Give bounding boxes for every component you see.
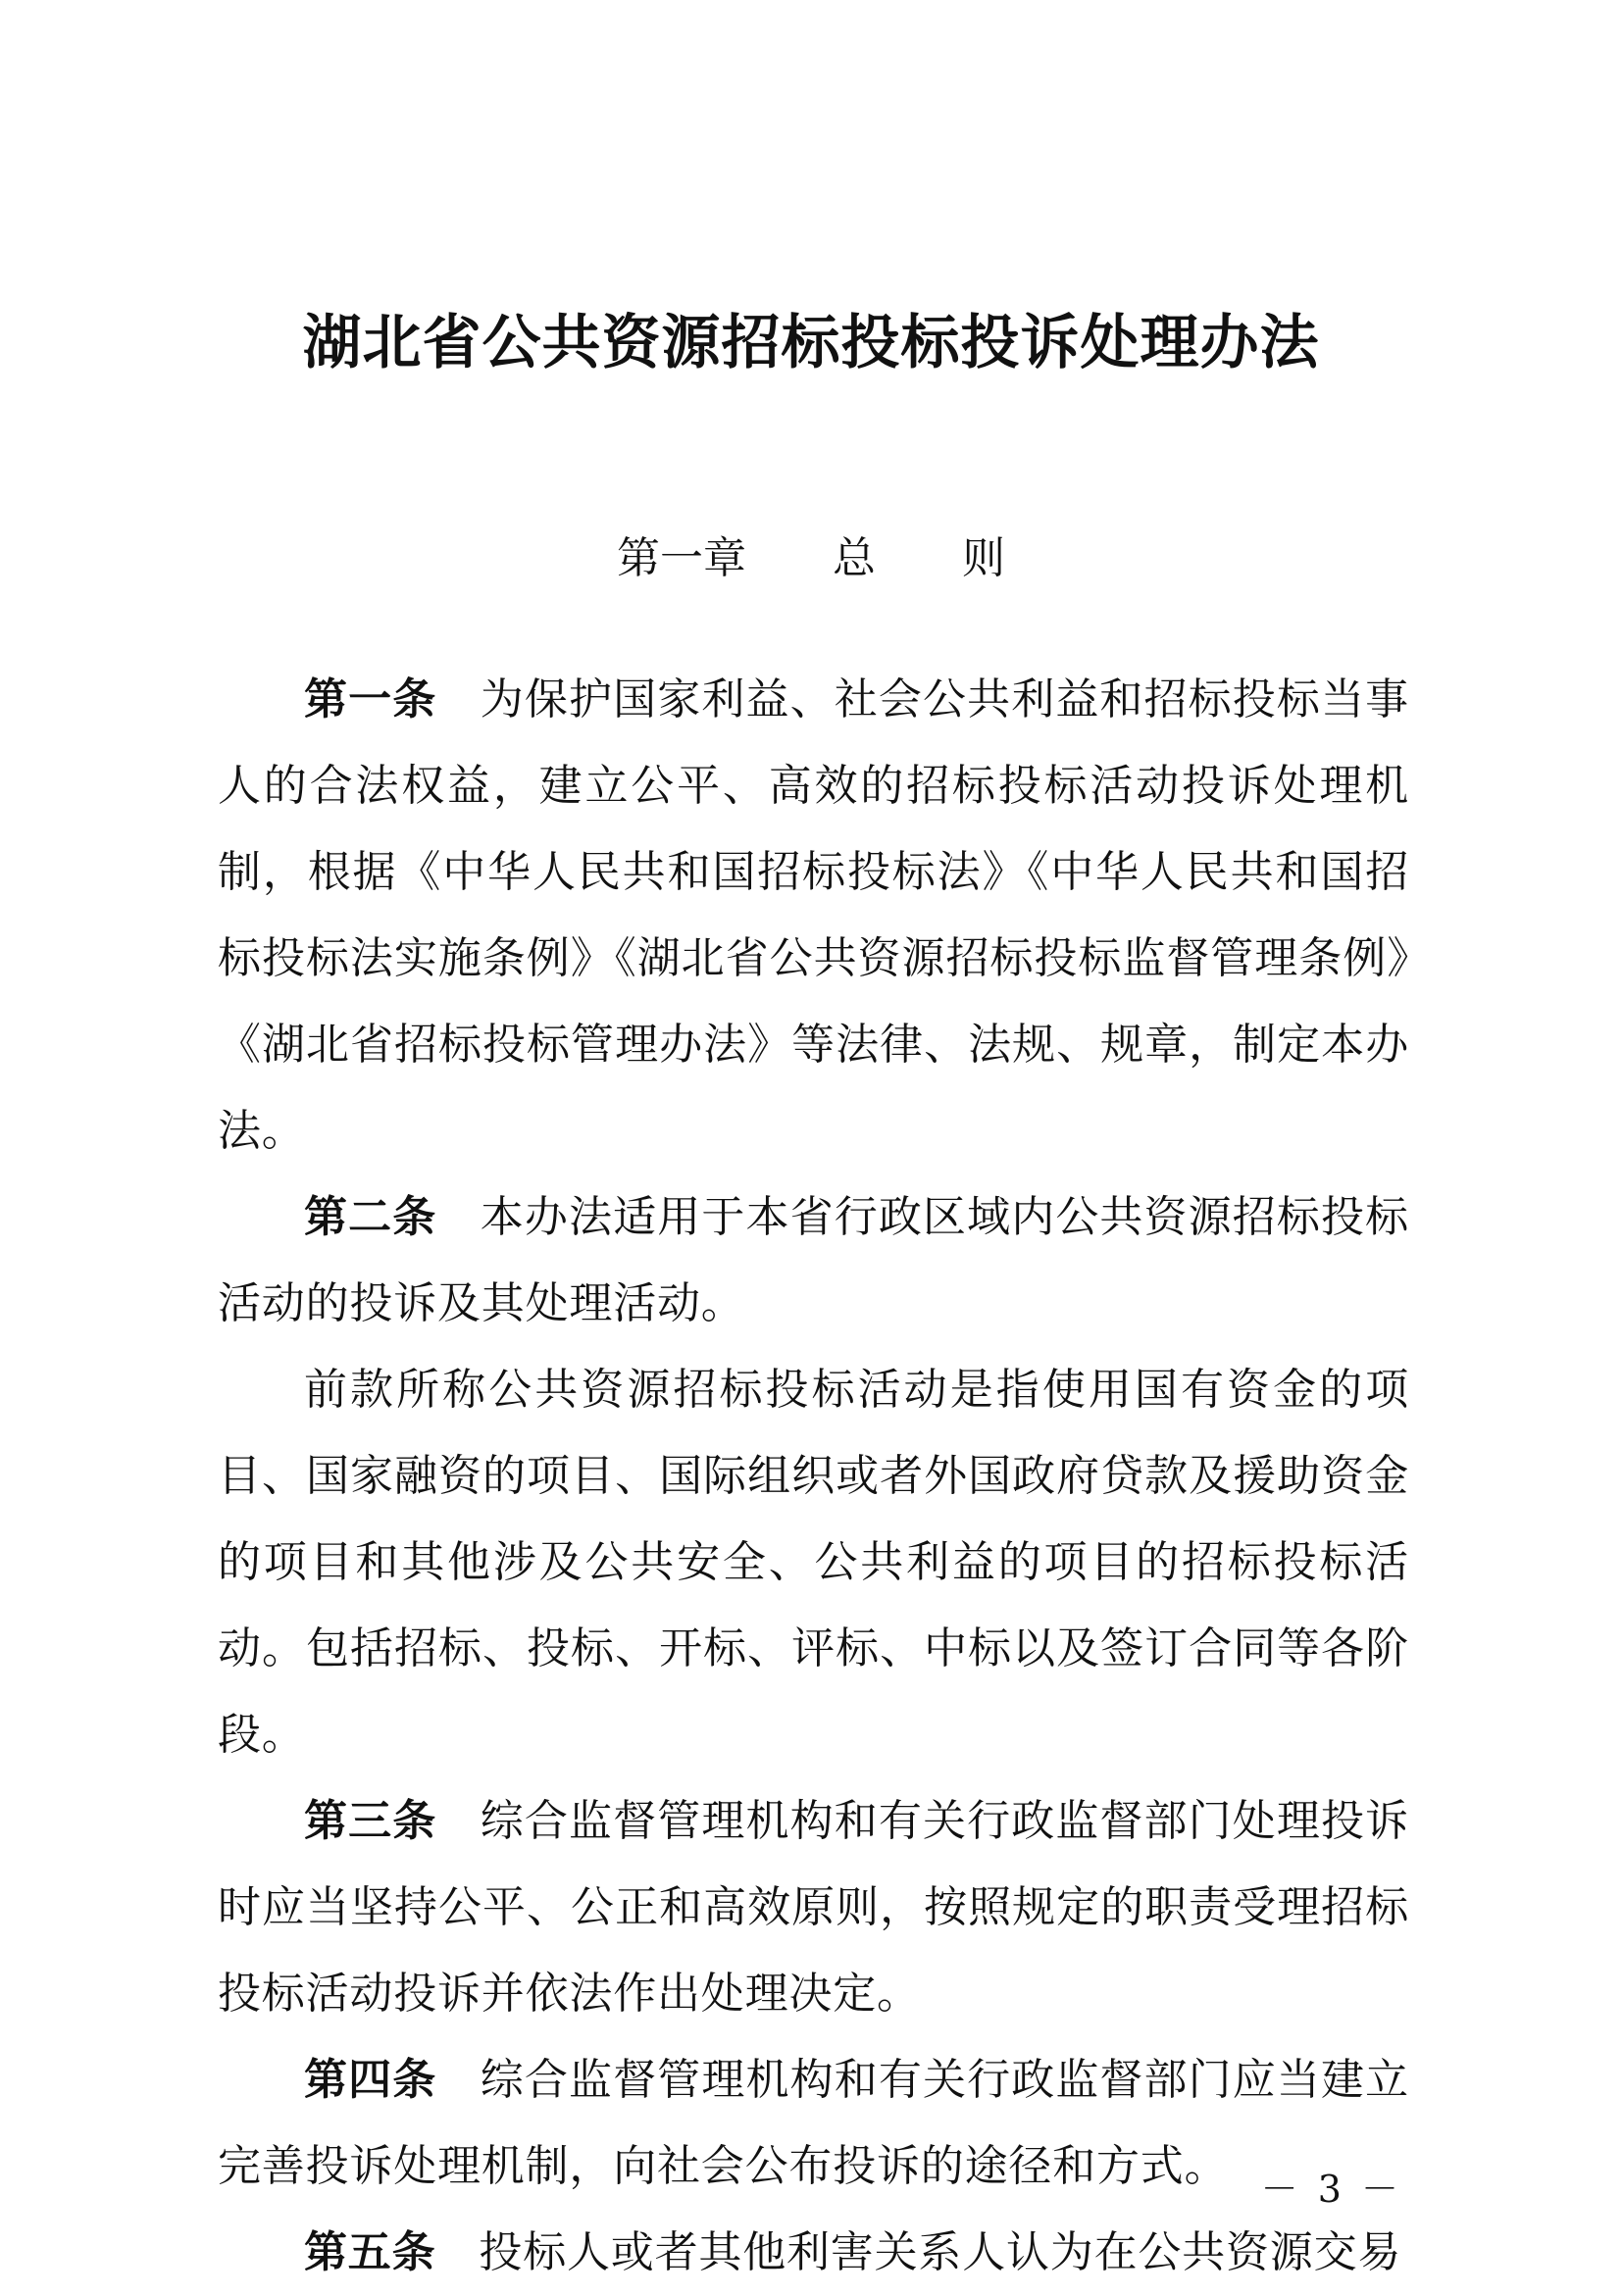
article-text: 综合监督管理机构和有关行政监督部门处理投诉时应当坚持公平、公正和高效原则，按照规定的职责受理招标投标活动投诉并依法作出处理决定。 (218, 1796, 1409, 2019)
article-paragraph (218, 1778, 1409, 2037)
article-paragraph (218, 657, 1409, 1174)
chapter-number: 第一章 (617, 533, 746, 583)
page-number: － 3 － (1260, 2168, 1402, 2211)
chapter-heading (0, 529, 1622, 588)
article-label: 第二条 (304, 1192, 437, 1242)
article-text: 综合监督管理机构和有关行政监督部门应当建立完善投诉处理机制，向社会公布投诉的途径和方式。 (218, 2055, 1409, 2191)
article-text: 本办法适用于本省行政区域内公共资源招标投标活动的投诉及其处理活动。 (218, 1192, 1409, 1328)
chapter-name-part2: 则 (962, 533, 1005, 583)
document-body (218, 657, 1409, 2296)
article-label: 第五条 (304, 2227, 436, 2277)
article-paragraph (218, 2210, 1409, 2296)
chapter-name-part1: 总 (833, 533, 876, 583)
article-label: 第四条 (304, 2055, 437, 2105)
document-title: 湖北省公共资源招标投标投诉处理办法 (302, 309, 1320, 377)
continuation-paragraph (218, 1347, 1409, 1778)
article-paragraph (218, 2037, 1409, 2210)
article-text: 为保护国家利益、社会公共利益和招标投标当事人的合法权益，建立公平、高效的招标投标活动投诉处理机制，根据《中华人民共和国招标投标法》《中华人民共和国招标投标法实施条例》《湖北省公共资源招标投标监督管理条例》《湖北省招标投标管理办法》等法律、法规、规章，制定本办法。 (218, 674, 1409, 1156)
article-label: 第一条 (304, 674, 437, 724)
paragraph-text: 前款所称公共资源招标投标活动是指使用国有资金的项目、国家融资的项目、国际组织或者外国政府贷款及援助资金的项目和其他涉及公共安全、公共利益的项目的招标投标活动。包括招标、投标、开标、评标、中标以及签订合同等各阶段。 (218, 1365, 1409, 1760)
article-paragraph (218, 1174, 1409, 1347)
article-text: 投标人或者其他利害关系人认为在公共资源交易 (479, 2227, 1402, 2277)
article-label: 第三条 (304, 1796, 437, 1846)
